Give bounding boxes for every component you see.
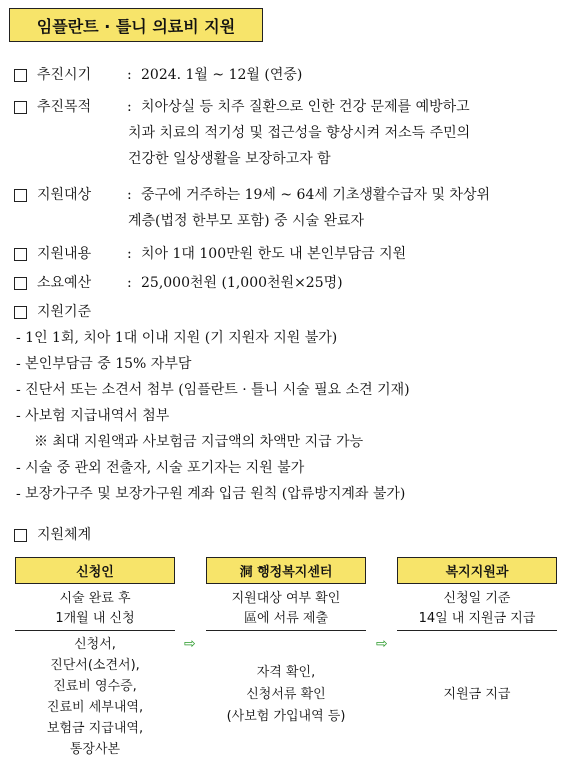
section-system [14,522,564,548]
flow-col1-bottom: 신청서, 진단서(소견서), 진료비 영수증, 진료비 세부내역, 보험금 지급내역, 통장사본 [46,637,144,757]
item-text: 2024. 1월 ~ 12월 (연중) [141,67,303,83]
flow-col3-top: 신청일 기준 14일 내 지원금 지급 [418,591,536,626]
section-schedule: 추진시기 : 2024. 1월 ~ 12월 (연중) [14,62,564,88]
section-target: 지원대상 : 중구에 거주하는 19세 ~ 64세 기초생활수급자 및 차상위 계층(법정 한부모 포함) 중 시술 완료자 [14,182,564,234]
checkbox-icon [14,101,27,114]
list-item: - 본인부담금 중 15% 자부담 [16,356,192,372]
list-item: - 1인 1회, 치아 1대 이내 지원 (기 지원자 지원 불가) [16,330,338,346]
item-text: 건강한 일상생활을 보장하고자 함 [128,151,331,167]
checkbox-icon [14,189,27,202]
item-label: 소요예산 [37,275,92,291]
item-text: 중구에 거주하는 19세 ~ 64세 기초생활수급자 및 차상위 [141,187,490,203]
list-item: - 보장가구주 및 보장가구원 계좌 입금 원칙 (압류방지계좌 불가) [16,486,406,502]
item-text: 계층(법정 한부모 포함) 중 시술 완료자 [128,213,365,229]
section-content: 지원내용 : 치아 1대 100만원 한도 내 본인부담금 지원 [14,241,564,267]
item-text: 치아 1대 100만원 한도 내 본인부담금 지원 [141,246,407,262]
section-budget: 소요예산 : 25,000천원 (1,000천원×25명) [14,270,564,296]
item-label: 지원내용 [37,246,92,262]
flow-col3-bottom: 지원금 지급 [443,687,511,702]
flow-col2-bottom: 자격 확인, 신청서류 확인 (사보험 가입내역 등) [226,665,346,724]
item-text: 치과 치료의 적기성 및 접근성을 향상시켜 저소득 주민의 [128,125,471,141]
divider [397,630,557,631]
checkbox-icon [14,277,27,290]
list-item: - 시술 중 관외 전출자, 시술 포기자는 지원 불가 [16,460,305,476]
flow-head-applicant: 신청인 [15,557,175,584]
checkbox-icon [14,248,27,261]
item-label: 추진시기 [37,67,92,83]
arrow-right-icon: ⇨ [184,636,196,652]
arrow-right-icon: ⇨ [376,636,388,652]
flow-col2-top: 지원대상 여부 확인 區에 서류 제출 [231,591,341,626]
flow-head-center: 洞 행정복지센터 [206,557,366,584]
list-item: - 사보험 지급내역서 첨부 [16,408,170,424]
list-item: - 진단서 또는 소견서 첨부 (임플란트 · 틀니 시술 필요 소견 기재) [16,382,410,398]
checkbox-icon [14,306,27,319]
item-text: 25,000천원 (1,000천원×25명) [141,275,343,291]
page-title: 임플란트 · 틀니 의료비 지원 [9,8,263,42]
item-text: 치아상실 등 치주 질환으로 인한 건강 문제를 예방하고 [141,99,470,115]
divider [206,630,366,631]
note-text: ※ 최대 지원액과 사보험금 지급액의 차액만 지급 가능 [34,434,364,450]
divider [15,630,175,631]
section-purpose: 추진목적 : 치아상실 등 치주 질환으로 인한 건강 문제를 예방하고 치과 치료의 적기성 및 접근성을 향상시켜 저소득 주민의 건강한 일상생활을 보장하고자 함 [14,94,564,172]
checkbox-icon [14,69,27,82]
flow-head-welfare: 복지지원과 [397,557,557,584]
item-label: 지원대상 [37,187,92,203]
section-criteria [14,299,564,507]
checkbox-icon [14,529,27,542]
item-label: 지원체계 [37,527,92,543]
item-label: 추진목적 [37,99,92,115]
item-label: 지원기준 [37,304,92,320]
flow-col1-top: 시술 완료 후 1개월 내 신청 [55,591,135,626]
